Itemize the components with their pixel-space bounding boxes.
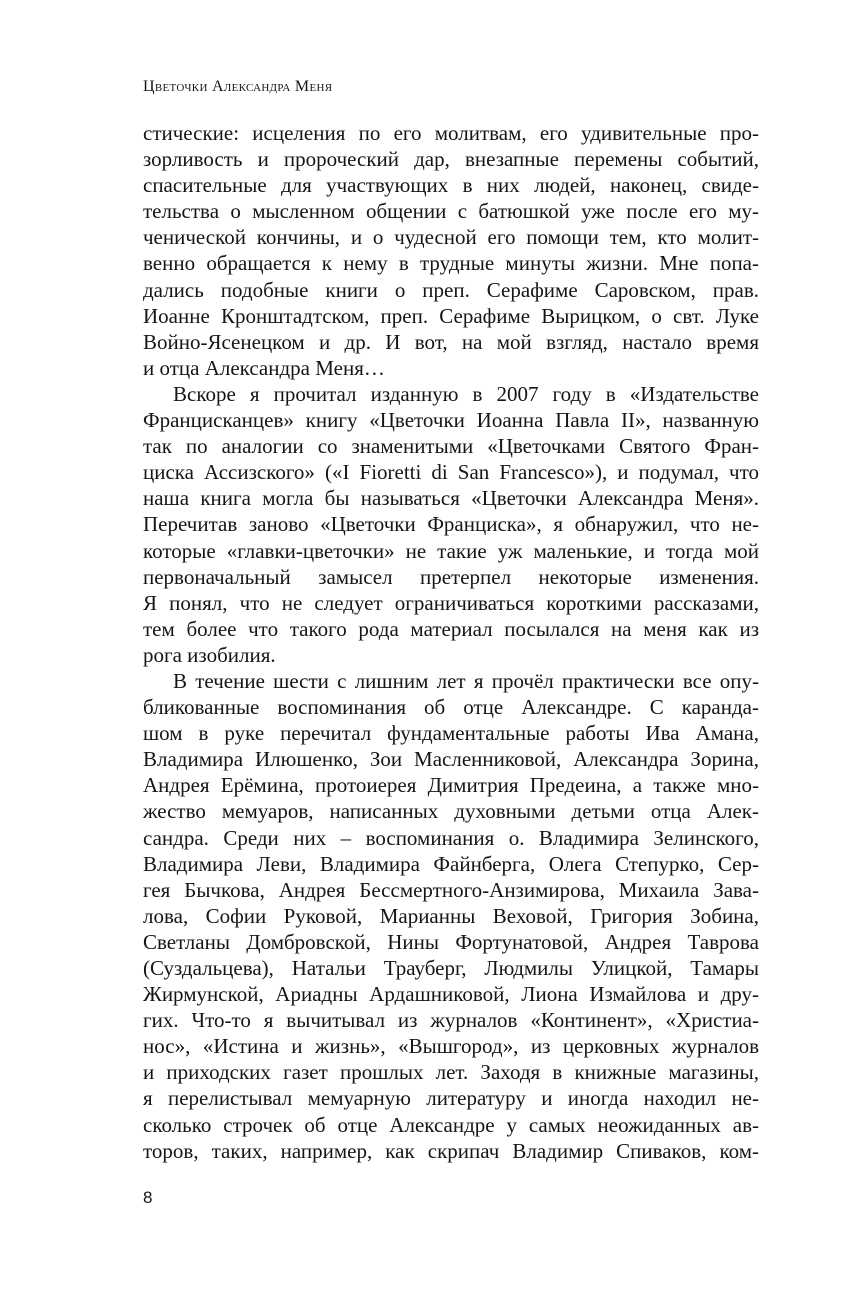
text-line: Я понял, что не следует ограничиваться короткими рассказами, — [143, 590, 759, 615]
text-line: бликованные воспоминания об отце Александре. С каранда- — [143, 695, 759, 720]
text-line: нос», «Истина и жизнь», «Вышгород», из церковных журналов — [143, 1034, 759, 1059]
text-line: В течение шести с лишним лет я прочёл практически все опу- — [173, 668, 759, 693]
text-line: лова, Софии Руковой, Марианны Веховой, Григория Зобина, — [143, 903, 759, 928]
page-number: 8 — [143, 1188, 153, 1207]
text-line: Перечитав заново «Цветочки Франциска», я обнаружил, что не- — [143, 512, 759, 537]
text-line: гих. Что-то я вычитывал из журналов «Континент», «Христиа- — [143, 1008, 759, 1033]
text-line: венно обращается к нему в трудные минуты жизни. Мне попа- — [143, 251, 759, 276]
text-line: торов, таких, например, как скрипач Владимир Спиваков, ком- — [143, 1138, 759, 1163]
text-line: и приходских газет прошлых лет. Заходя в книжные магазины, — [143, 1060, 759, 1085]
text-line: Вскоре я прочитал изданную в 2007 году в «Издательстве — [173, 381, 759, 406]
text-line: Владимира Илюшенко, Зои Масленниковой, Александра Зорина, — [143, 747, 759, 772]
text-line: дались подобные книги о преп. Серафиме Саровском, прав. — [143, 277, 759, 302]
text-line: Жирмунской, Ариадны Ардашниковой, Лиона Измайлова и дру- — [143, 982, 759, 1007]
text-line: тельства о мысленном общении с батюшкой уже после его му- — [143, 199, 759, 224]
body-text — [143, 120, 759, 1164]
text-line: сколько строчек об отце Александре у самых неожиданных ав- — [143, 1112, 759, 1137]
text-line: рога изобилия. — [143, 642, 276, 667]
text-line: стические: исцеления по его молитвам, его удивительные про- — [143, 121, 759, 145]
text-line: шом в руке перечитал фундаментальные работы Ива Амана, — [143, 721, 759, 746]
text-line: я перелистывал мемуарную литературу и иногда находил не- — [143, 1086, 759, 1111]
text-line: Владимира Леви, Владимира Файнберга, Олега Степурко, Сер- — [143, 851, 759, 876]
text-line: (Суздальцева), Натальи Трауберг, Людмилы Улицкой, Тамары — [143, 956, 759, 980]
text-line: циска Ассизского» («I Fioretti di San Francesco»), и подумал, что — [143, 460, 759, 485]
text-line: гея Бычкова, Андрея Бессмертного-Анзимирова, Михаила Зава- — [143, 877, 759, 902]
text-line: жество мемуаров, написанных духовными детьми отца Алек- — [143, 799, 759, 824]
text-line: тем более что такого рода материал посылался на меня как из — [143, 616, 759, 641]
text-line: Светланы Домбровской, Нины Фортунатовой, Андрея Таврова — [143, 929, 759, 954]
text-line: Войно-Ясенецком и др. И вот, на мой взгляд, настало время — [143, 329, 759, 354]
running-head: Цветочки Александра Меня — [143, 78, 333, 95]
text-line: которые «главки-цветочки» не такие уж маленькие, и тогда мой — [143, 538, 759, 563]
text-line: Андрея Ерёмина, протоиерея Димитрия Предеина, а также мно- — [143, 773, 759, 798]
text-line: так по аналогии со знаменитыми «Цветочками Святого Фран- — [143, 434, 759, 459]
text-line: ченической кончины, и о чудесной его помощи тем, кто молит- — [143, 225, 759, 250]
text-line: сандра. Среди них – воспоминания о. Владимира Зелинского, — [143, 825, 759, 850]
text-line: первоначальный замысел претерпел некоторые изменения. — [143, 564, 759, 589]
text-line: Францисканцев» книгу «Цветочки Иоанна Павла II», названную — [143, 408, 759, 433]
text-line: Иоанне Кронштадтском, преп. Серафиме Вырицком, о свт. Луке — [143, 303, 759, 328]
text-line: зорливость и пророческий дар, внезапные перемены событий, — [143, 147, 759, 172]
text-line: спасительные для участвующих в них людей, наконец, свиде- — [143, 173, 759, 198]
text-line: и отца Александра Меня… — [143, 355, 385, 380]
text-line: наша книга могла бы называться «Цветочки Александра Меня». — [143, 486, 759, 511]
